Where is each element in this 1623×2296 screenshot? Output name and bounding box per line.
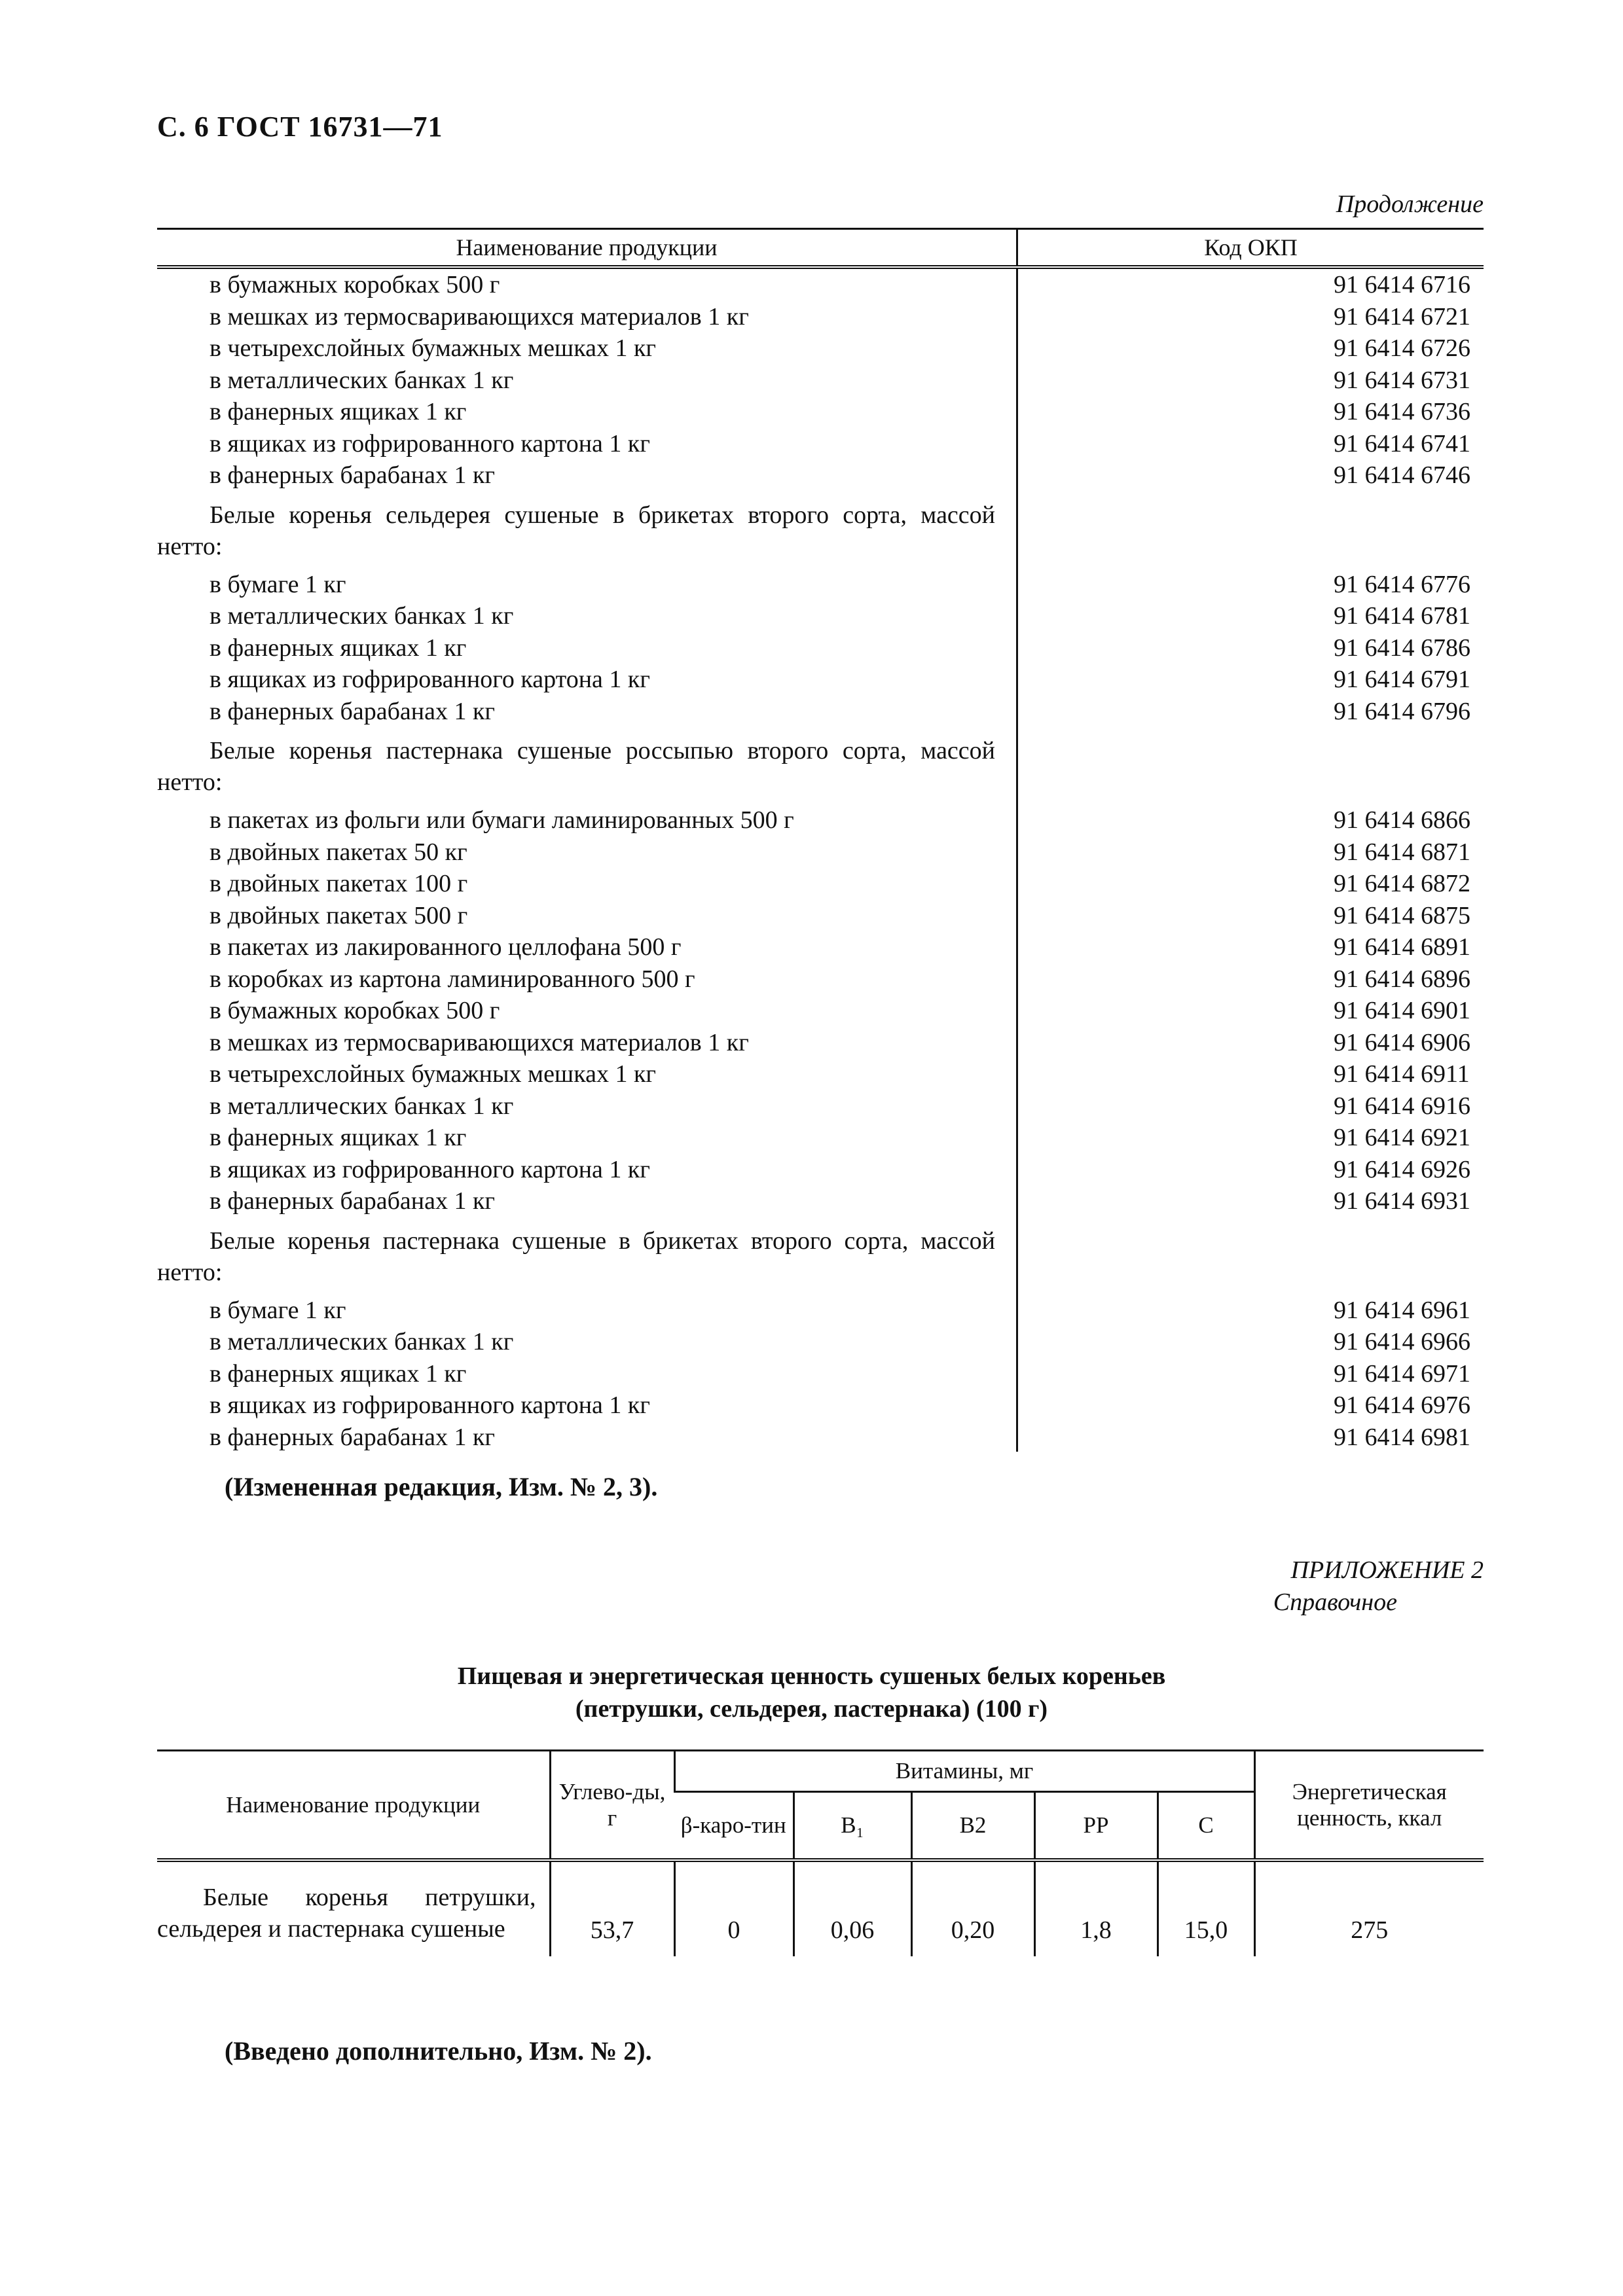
product-name-cell: в фанерных ящиках 1 кг: [210, 1124, 467, 1151]
table-row: [157, 1326, 1484, 1358]
appendix-title: ПРИЛОЖЕНИЕ 2: [1290, 1556, 1484, 1584]
product-name-cell: в фанерных барабанах 1 кг: [210, 697, 496, 725]
cell-b2: 0,20: [911, 1860, 1034, 1956]
product-name-cell: в фанерных ящиках 1 кг: [210, 1359, 467, 1388]
table-row: [157, 1185, 1484, 1217]
okp-code-cell: 91 6414 6721: [1334, 302, 1470, 331]
amendment-note: (Измененная редакция, Изм. № 2, 3).: [225, 1472, 658, 1501]
nutrition-table: [157, 1749, 1484, 1956]
okp-code-cell: 91 6414 6781: [1334, 602, 1470, 630]
table-row: [157, 428, 1484, 460]
okp-code-cell: 91 6414 6896: [1334, 965, 1470, 993]
group-heading-parsnip-briquettes: Белые коренья пастернака сушеные в брикетах второго сорта, массой нетто:: [157, 1227, 995, 1286]
row-group-b: [157, 569, 1484, 728]
okp-code-cell: 91 6414 6961: [1334, 1296, 1470, 1324]
col-header-vitamins: Витамины, мг: [674, 1751, 1254, 1792]
okp-code-cell: 91 6414 6971: [1334, 1359, 1470, 1388]
product-name-cell: в бумажных коробках 500 г: [210, 271, 500, 298]
okp-code-cell: 91 6414 6746: [1334, 461, 1470, 489]
appendix-subtitle: Справочное: [1273, 1588, 1397, 1616]
addition-note: (Введено дополнительно, Изм. № 2).: [225, 2036, 652, 2066]
product-name-cell: в фанерных ящиках 1 кг: [210, 634, 467, 662]
product-name-cell: в фанерных ящиках 1 кг: [210, 398, 467, 425]
table-row: [157, 301, 1484, 333]
nutrition-table-title: [0, 1660, 1623, 1725]
cell-product: Белые коренья петрушки, сельдерея и пастернака сушеные: [157, 1884, 536, 1943]
group-heading-celery-briquettes: Белые коренья сельдерея сушеные в брикетах второго сорта, массой нетто:: [157, 501, 995, 560]
table-row: [157, 868, 1484, 900]
table-row: [157, 995, 1484, 1027]
cell-pp: 1,8: [1034, 1860, 1158, 1956]
table-row: [157, 1058, 1484, 1090]
okp-code-cell: 91 6414 6966: [1334, 1328, 1470, 1355]
okp-code-cell: 91 6414 6871: [1334, 838, 1470, 866]
product-name-cell: в пакетах из фольги или бумаги ламинированных 500 г: [210, 806, 794, 834]
okp-code-cell: 91 6414 6786: [1334, 634, 1470, 662]
okp-code-cell: 91 6414 6926: [1334, 1155, 1470, 1183]
cell-carbs: 53,7: [550, 1860, 674, 1956]
col-header-b1: B₁: [793, 1792, 911, 1861]
okp-code-cell: 91 6414 6796: [1334, 697, 1470, 725]
product-name-cell: в четырехслойных бумажных мешках 1 кг: [210, 1060, 656, 1088]
nutrition-title-line-1: Пищевая и энергетическая ценность сушеных белых кореньев: [457, 1662, 1166, 1690]
product-name-cell: в металлических банках 1 кг: [210, 366, 514, 394]
okp-code-cell: 91 6414 6736: [1334, 398, 1470, 425]
table-row: [157, 664, 1484, 696]
okp-code-cell: 91 6414 6716: [1334, 271, 1470, 298]
product-name-cell: в фанерных барабанах 1 кг: [210, 461, 496, 489]
col-header-beta-carotene: β-каро-тин: [674, 1792, 793, 1861]
okp-code-cell: 91 6414 6741: [1334, 429, 1470, 457]
product-code-table: [157, 228, 1484, 1453]
table-row: [157, 600, 1484, 632]
okp-code-cell: 91 6414 6906: [1334, 1028, 1470, 1056]
product-name-cell: в бумаге 1 кг: [210, 1296, 346, 1324]
col-header-product: Наименование продукции: [157, 1751, 550, 1861]
okp-code-cell: 91 6414 6731: [1334, 366, 1470, 394]
col-header-pp: PP: [1034, 1792, 1158, 1861]
okp-code-cell: 91 6414 6931: [1334, 1187, 1470, 1215]
table-row: [157, 931, 1484, 963]
okp-code-cell: 91 6414 6872: [1334, 870, 1470, 897]
product-name-cell: в ящиках из гофрированного картона 1 кг: [210, 1391, 650, 1419]
product-name-cell: в фанерных барабанах 1 кг: [210, 1187, 496, 1215]
table-row: [157, 1295, 1484, 1327]
group-heading-parsnip-loose: Белые коренья пастернака сушеные россыпью второго сорта, массой нетто:: [157, 737, 995, 796]
col-header-c: C: [1158, 1792, 1254, 1861]
table-row: [157, 1358, 1484, 1390]
product-name-cell: в ящиках из гофрированного картона 1 кг: [210, 1155, 650, 1183]
table-header: [157, 228, 1484, 269]
table-row: [157, 1860, 1484, 1956]
product-name-cell: в мешках из термосваривающихся материалов 1 кг: [210, 1028, 749, 1056]
row-group-c: [157, 804, 1484, 1217]
table-row: [157, 1154, 1484, 1186]
okp-code-cell: 91 6414 6921: [1334, 1124, 1470, 1151]
okp-code-cell: 91 6414 6901: [1334, 997, 1470, 1024]
col-header-carbs: Углево-ды, г: [550, 1751, 674, 1861]
product-name-cell: в двойных пакетах 500 г: [210, 901, 468, 929]
product-name-cell: в пакетах из лакированного целлофана 500 г: [210, 933, 682, 961]
okp-code-cell: 91 6414 6726: [1334, 334, 1470, 362]
product-name-cell: в бумаге 1 кг: [210, 570, 346, 598]
product-name-cell: в металлических банках 1 кг: [210, 1328, 514, 1355]
table-row: [157, 836, 1484, 869]
table-row: [157, 1090, 1484, 1122]
table-row: [157, 569, 1484, 601]
table-row: [157, 1390, 1484, 1422]
table-row: [157, 269, 1484, 301]
table-row: [157, 1422, 1484, 1454]
product-name-cell: в ящиках из гофрированного картона 1 кг: [210, 666, 650, 693]
product-name-cell: в металлических банках 1 кг: [210, 602, 514, 630]
table-row: [157, 332, 1484, 365]
okp-code-cell: 91 6414 6776: [1334, 570, 1470, 598]
col-header-energy: Энергетическая ценность, ккал: [1254, 1751, 1484, 1861]
table-row: [157, 900, 1484, 932]
table-row: [157, 396, 1484, 428]
table-row: [157, 632, 1484, 664]
okp-code-cell: 91 6414 6866: [1334, 806, 1470, 834]
product-name-cell: в коробках из картона ламинированного 500 г: [210, 965, 695, 993]
column-header-name: Наименование продукции: [157, 230, 1018, 265]
product-name-cell: в фанерных барабанах 1 кг: [210, 1423, 496, 1451]
product-name-cell: в бумажных коробках 500 г: [210, 997, 500, 1024]
okp-code-cell: 91 6414 6891: [1334, 933, 1470, 961]
table-row: [157, 963, 1484, 996]
cell-c: 15,0: [1158, 1860, 1254, 1956]
product-name-cell: в четырехслойных бумажных мешках 1 кг: [210, 334, 656, 362]
column-header-code: Код ОКП: [1204, 234, 1298, 260]
row-group-a: [157, 269, 1484, 492]
product-name-cell: в двойных пакетах 50 кг: [210, 838, 467, 866]
table-row: [157, 365, 1484, 397]
nutrition-title-line-2: (петрушки, сельдерея, пастернака) (100 г): [575, 1695, 1048, 1723]
row-group-d: [157, 1295, 1484, 1454]
table-row: [157, 1027, 1484, 1059]
okp-code-cell: 91 6414 6911: [1334, 1060, 1470, 1088]
cell-beta-carotene: 0: [674, 1860, 793, 1956]
product-name-cell: в ящиках из гофрированного картона 1 кг: [210, 429, 650, 457]
okp-code-cell: 91 6414 6916: [1334, 1092, 1470, 1120]
okp-code-cell: 91 6414 6791: [1334, 666, 1470, 693]
product-name-cell: в двойных пакетах 100 г: [210, 870, 468, 897]
product-name-cell: в металлических банках 1 кг: [210, 1092, 514, 1120]
okp-code-cell: 91 6414 6981: [1334, 1423, 1470, 1451]
table-row: [157, 1122, 1484, 1154]
continuation-label: Продолжение: [1336, 190, 1484, 218]
okp-code-cell: 91 6414 6976: [1334, 1391, 1470, 1419]
table-body: [157, 269, 1484, 1453]
table-row: [157, 804, 1484, 836]
okp-code-cell: 91 6414 6875: [1334, 901, 1470, 929]
cell-b1: 0,06: [793, 1860, 911, 1956]
table-row: [157, 696, 1484, 728]
page-header: С. 6 ГОСТ 16731—71: [157, 111, 443, 143]
product-name-cell: в мешках из термосваривающихся материалов 1 кг: [210, 302, 749, 331]
cell-energy: 275: [1254, 1860, 1484, 1956]
col-header-b2: B2: [911, 1792, 1034, 1861]
table-row: [157, 459, 1484, 492]
